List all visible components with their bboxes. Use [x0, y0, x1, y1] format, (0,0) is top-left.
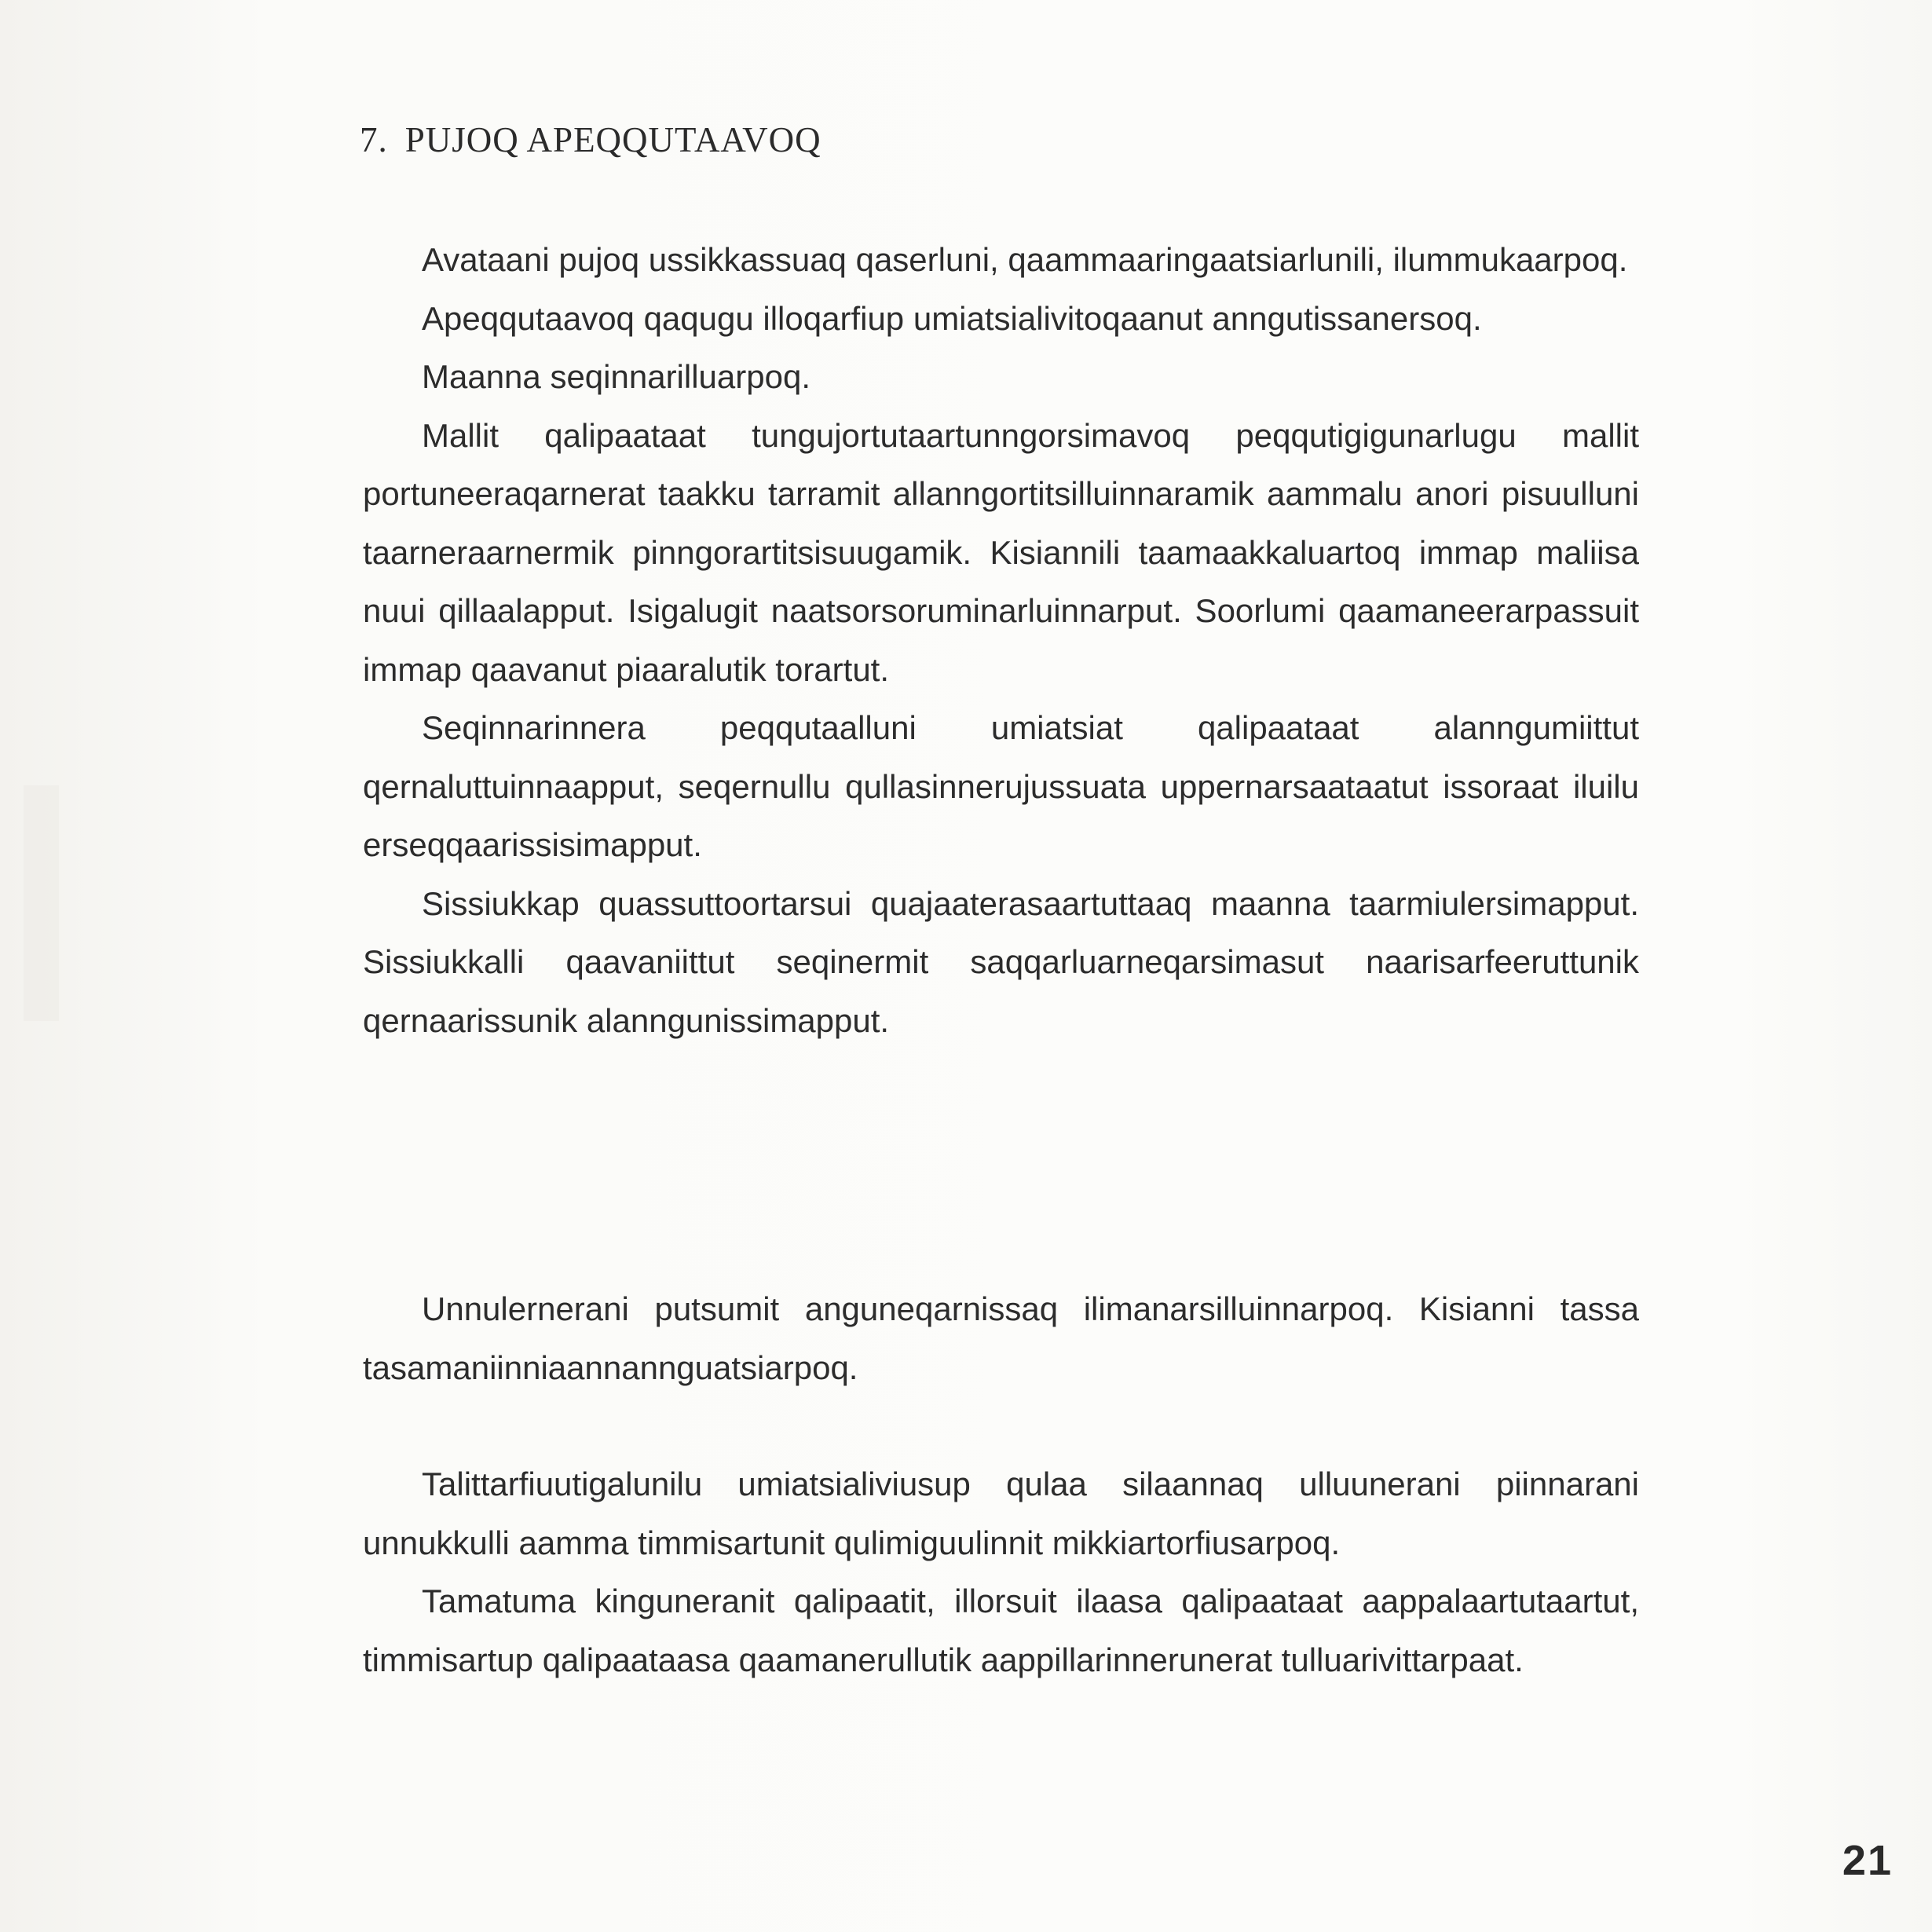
section-number: 7. — [360, 120, 388, 159]
section-title: PUJOQ APEQQUTAAVOQ — [404, 120, 821, 159]
text-block-harbour — [363, 1455, 1639, 1689]
section-heading — [360, 119, 821, 160]
paragraph: Talittarfiuutigalunilu umiatsialiviusup qulaa silaannaq ulluunerani piinnarani unnukkulli aamma timmisartunit qulimiguulinnit mikkiartorfiusarpoq. — [363, 1465, 1639, 1561]
page-edge-shadow — [24, 785, 59, 1021]
paragraph: Mallit qalipaataat tungujortutaartunngorsimavoq peqqutigigunarlugu mallit portuneeraqarnerat taakku tarramit allanngortitsilluinnaramik aammalu anori pisuulluni taarneraarnermik pinngorartitsisuugamik. Kisiannili taamaakkaluartoq immap maliisa nuui qillaalapput. Isigalugit naatsorsoruminarluinnarput. Soorlumi qaamaneerarpassuit immap qaavanut piaaralutik torartut. — [363, 416, 1639, 688]
paragraph: Avataani pujoq ussikkassuaq qaserluni, qaammaaringaatsiarlunili, ilummukaarpoq. — [422, 241, 1628, 278]
paragraph: Maanna seqinnarilluarpoq. — [422, 358, 810, 395]
text-block-main — [363, 231, 1639, 1050]
paragraph: Apeqqutaavoq qaqugu illoqarfiup umiatsialivitoqaanut anngutissanersoq. — [422, 299, 1482, 337]
paragraph: Unnulernerani putsumit anguneqarnissaq ilimanarsilluinnarpoq. Kisianni tassa tasamaniinniaannannguatsiarpoq. — [363, 1290, 1639, 1386]
text-block-evening — [363, 1280, 1639, 1397]
page-number: 21 — [1842, 1837, 1893, 1884]
paragraph: Seqinnarinnera peqqutaalluni umiatsiat qalipaataat alanngumiittut qernaluttuinnaapput, seqernullu qullasinnerujussuata uppernarsaataatut issoraat iluilu erseqqaarissisimapput. — [363, 709, 1639, 863]
paragraph: Sissiukkap quassuttoortarsui quajaaterasaartuttaaq maanna taarmiulersimapput. Sissiukkalli qaavaniittut seqinermit saqqarluarneqarsimasut naarisarfeeruttunik qernaarissunik alanngunissimapput. — [363, 884, 1639, 1039]
paragraph: Tamatuma kinguneranit qalipaatit, illorsuit ilaasa qalipaataat aappalaartutaartut, timmisartup qalipaataasa qaamanerullutik aappillarinnerunerat tulluarivittarpaat. — [363, 1583, 1639, 1678]
